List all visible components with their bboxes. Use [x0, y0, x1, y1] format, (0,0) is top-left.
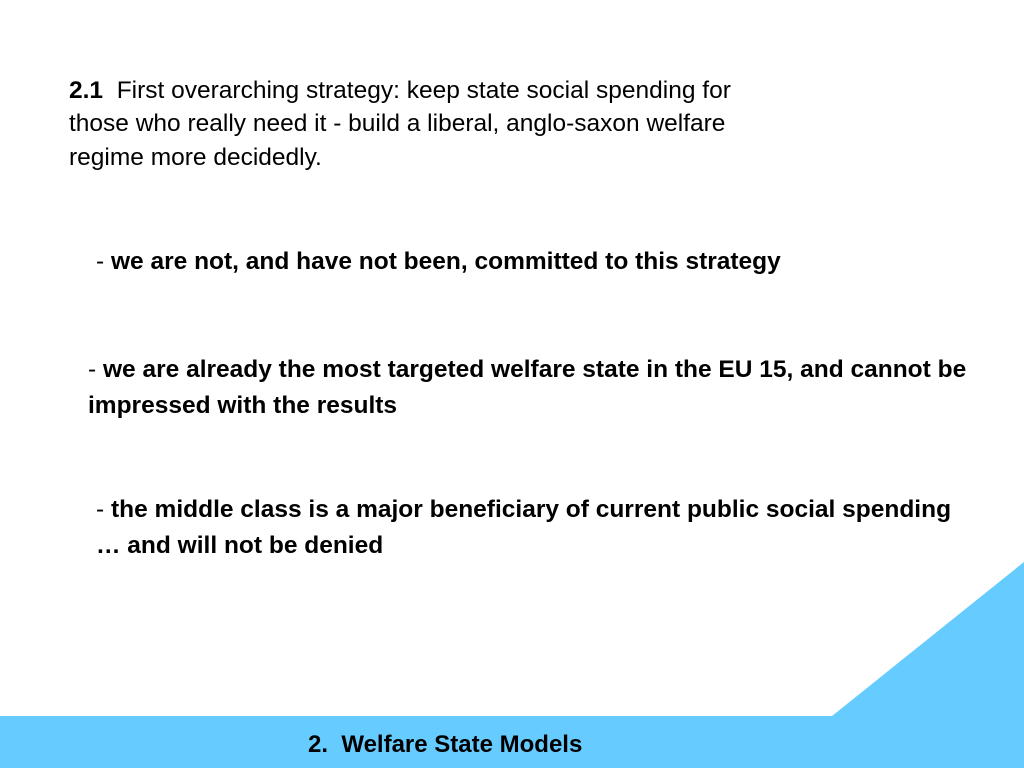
bullet-text: we are not, and have not been, committed to this strategy	[110, 248, 781, 275]
section-number: 2.1	[69, 77, 104, 104]
intro-paragraph	[69, 74, 869, 176]
bullet-text: the middle class is a major beneficiary of current public social spending … and will not be denied	[96, 496, 952, 559]
intro-line-2: those who really need it - build a liberal, anglo-saxon welfare	[69, 110, 726, 137]
bullet-point	[88, 352, 988, 424]
intro-line-1	[69, 74, 869, 108]
bullet-text: we are already the most targeted welfare state in the EU 15, and cannot be impressed with the results	[88, 356, 967, 419]
intro-line-3: regime more decidedly.	[69, 144, 322, 171]
bullet-point	[96, 492, 976, 564]
bullet-dash: -	[96, 496, 105, 523]
bullet-dash: -	[96, 248, 105, 275]
intro-text-1: First overarching strategy: keep state social spending for	[116, 77, 731, 104]
bullet-point	[96, 244, 781, 280]
footer-title: 2. Welfare State Models	[308, 731, 583, 758]
bullet-dash: -	[88, 356, 97, 383]
